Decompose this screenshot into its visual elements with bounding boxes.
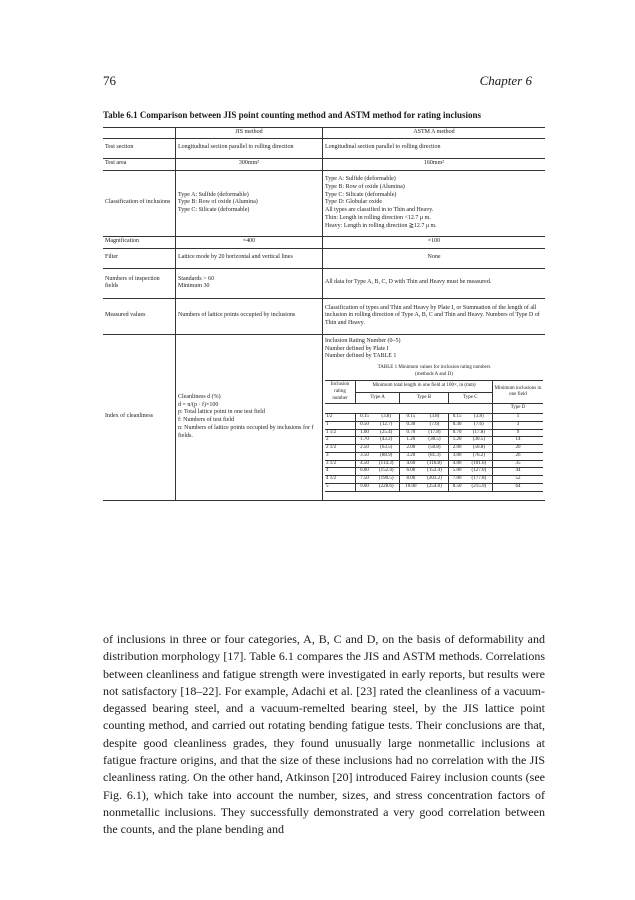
rating-table-cell: (215.9): [466, 483, 493, 491]
rating-table-cell: 10.00: [400, 483, 422, 491]
astm-cell: [323, 334, 546, 500]
rating-table-cell: (3.8): [466, 414, 493, 422]
jis-cell: ×400: [176, 236, 323, 248]
rating-table-cell: 4.00: [448, 460, 466, 468]
inner-header-type-a: Type A: [356, 392, 400, 404]
rating-table-cell: (7.6): [466, 421, 493, 429]
rating-table-cell: 0.50: [356, 421, 374, 429]
rating-table-cell: (12.7): [373, 421, 400, 429]
rating-table: [325, 380, 543, 492]
rating-table-cell: 1.20: [400, 437, 422, 445]
rating-table-cell: 2.50: [356, 445, 374, 453]
rating-table-cell: (25.4): [373, 429, 400, 437]
rating-table-cell: (254.0): [421, 483, 448, 491]
rating-table-cell: (17.8): [421, 429, 448, 437]
rating-table-cell: 0.70: [448, 429, 466, 437]
table-row: [103, 158, 545, 170]
astm-index-notes: Inclusion Rating Number (0–5) Number defined by Plate I Number defined by TABLE 1: [325, 337, 401, 360]
rating-table-cell: 8.00: [400, 476, 422, 484]
rating-table-cell: 3.00: [448, 452, 466, 460]
rating-table-cell: 1/2: [325, 414, 356, 422]
rating-table-cell: 2.00: [400, 445, 422, 453]
rating-table-row: [325, 460, 543, 468]
rating-table-cell: (114.3): [373, 460, 400, 468]
row-label: Index of cleanliness: [103, 334, 176, 500]
page-number: 76: [103, 73, 116, 88]
rating-table-row: [325, 445, 543, 453]
rating-table-row: [325, 468, 543, 476]
rating-table-cell: 6.00: [400, 468, 422, 476]
rating-table-cell: (63.5): [373, 445, 400, 453]
table-row: [103, 170, 545, 236]
rating-table-cell: (203.2): [421, 476, 448, 484]
table-row: [103, 138, 545, 158]
rating-table-cell: (43.2): [373, 437, 400, 445]
row-label: Magnification: [103, 236, 176, 248]
rating-table-row: [325, 429, 543, 437]
rating-table-row: [325, 452, 543, 460]
rating-table-cell: 3.20: [400, 452, 422, 460]
rating-table-cell: 9: [493, 429, 544, 437]
header-jis: JIS method: [176, 128, 323, 139]
rating-table-cell: 52: [493, 476, 544, 484]
rating-table-cell: 4 1/2: [325, 476, 356, 484]
body-paragraph: of inclusions in three or four categories, A, B, C and D, on the basis of deformability and distribution morphology [17]. Table 6.1 compares the JIS and ASTM methods. Correlations between cleanliness and fatigue strength were investigated in early reports, but results were not satisfactory [18–22]. For example, Adachi et al. [23] rated the cleanliness of a vacuum-degassed bearing steel, and a vacuum-remelted bearing steel, by the JIS lattice point counting method, and carried out rotating bending fatigue tests. Their conclusions are that, despite good cleanliness grades, they found unusually large nonmetallic inclusions at fatigue fracture origins, and that the size of these inclusions had no correlation with the JIS cleanliness rating. On the other hand, Atkinson [20] introduced Fairey inclusion counts (see Fig. 6.1), which take into account the number, sizes, and stress concentration factors of nonmetallic inclusions. They successfully demonstrated a very good correlation between the counts, and the plane bending and: [103, 632, 545, 837]
row-label: Numbers of inspection fields: [103, 268, 176, 298]
rating-table-cell: (152.4): [373, 468, 400, 476]
rating-table-cell: 0.30: [448, 421, 466, 429]
rating-table-cell: (88.9): [373, 452, 400, 460]
row-label: Filter: [103, 248, 176, 268]
rating-table-cell: (228.6): [373, 483, 400, 491]
row-label: Classification of inclusions: [103, 170, 176, 236]
rating-table-cell: (152.4): [421, 468, 448, 476]
rating-table-cell: (30.5): [466, 437, 493, 445]
rating-table-cell: (3.8): [373, 414, 400, 422]
rating-table-cell: 8.50: [448, 483, 466, 491]
rating-table-cell: 9.00: [356, 483, 374, 491]
jis-cell: Numbers of lattice points occupied by inclusions: [176, 298, 323, 334]
rating-table-cell: (50.8): [421, 445, 448, 453]
astm-cell: All data for Type A, B, C, D with Thin and Heavy must be measured.: [323, 268, 546, 298]
table-row: [103, 298, 545, 334]
table-row: [103, 248, 545, 268]
inner-header-min-inclusions: Minimum inclusions in one field: [493, 381, 544, 404]
astm-cell: Longitudinal section parallel to rolling direction: [323, 138, 546, 158]
jis-cell: Lattice mode by 20 horizontal and vertical lines: [176, 248, 323, 268]
rating-table-cell: (190.5): [373, 476, 400, 484]
row-label: Test section: [103, 138, 176, 158]
rating-table-cell: 0.70: [400, 429, 422, 437]
rating-table-cell: (116.8): [421, 460, 448, 468]
rating-table-cell: (7.6): [421, 421, 448, 429]
rating-table-cell: 26: [493, 452, 544, 460]
rating-table-cell: 1: [325, 421, 356, 429]
rating-table-row: [325, 421, 543, 429]
rating-table-row: [325, 483, 543, 491]
table-row: [103, 334, 545, 500]
rating-table-cell: 0.30: [400, 421, 422, 429]
rating-table-row: [325, 476, 543, 484]
table-row: [103, 268, 545, 298]
jis-cell: 300mm²: [176, 158, 323, 170]
rating-table-row: [325, 437, 543, 445]
rating-table-cell: 2: [325, 437, 356, 445]
row-label: Measured values: [103, 298, 176, 334]
rating-table-cell: 3.50: [356, 452, 374, 460]
rating-table-cell: 2 1/2: [325, 445, 356, 453]
rating-table-cell: (81.3): [421, 452, 448, 460]
rating-table-cell: (127.0): [466, 468, 493, 476]
jis-cell: Longitudinal section parallel to rolling direction: [176, 138, 323, 158]
rating-table-cell: 1.00: [356, 429, 374, 437]
inner-header-length: Minimum total length in one field at 100×, in (mm): [356, 381, 493, 393]
table-header-row: [103, 128, 545, 139]
rating-table-cell: (101.6): [466, 460, 493, 468]
rating-table-cell: 1.70: [356, 437, 374, 445]
comparison-table: [103, 127, 545, 617]
inner-header-type-b: Type B: [400, 392, 448, 404]
rating-table-cell: 64: [493, 483, 544, 491]
rating-table-cell: 2.00: [448, 445, 466, 453]
rating-table-cell: (50.8): [466, 445, 493, 453]
rating-table-cell: 4.50: [356, 460, 374, 468]
rating-table-cell: 4.60: [400, 460, 422, 468]
rating-table-cell: 3 1/2: [325, 460, 356, 468]
rating-table-cell: (177.8): [466, 476, 493, 484]
astm-cell: None: [323, 248, 546, 268]
rating-table-cell: (76.2): [466, 452, 493, 460]
table-row: [103, 236, 545, 248]
rating-table-cell: 0.15: [400, 414, 422, 422]
inner-header-type-d: Type D: [493, 404, 544, 414]
rating-table-cell: 5.00: [448, 468, 466, 476]
rating-table-cell: 3: [325, 452, 356, 460]
astm-cell: Type A: Sulfide (deformable) Type B: Row of oxide (Alumina) Type C: Silicate (deformable) Type D: Globular oxide All types are classified in to Thin and Heavy. Thin: Length in rolling direction <12.7 μ m. Heavy: Length in rolling direction ≧12.7 μ m.: [323, 170, 546, 236]
inner-table-title: TABLE 1 Minimum values for inclusion rating numbers: [377, 365, 491, 371]
jis-cell: Cleanliness d (%) d = n/(p · f)×100 p: Total lattice point in one test field f: Numbers of test field n: Numbers of lattice points occupied by inclusions for f fields.: [176, 334, 323, 500]
rating-table-cell: 6.00: [356, 468, 374, 476]
rating-table-cell: 1: [493, 414, 544, 422]
rating-table-row: [325, 414, 543, 422]
rating-table-cell: 14: [493, 437, 544, 445]
rating-table-cell: 0.15: [356, 414, 374, 422]
rating-table-cell: 7.00: [448, 476, 466, 484]
header-empty-cell: [103, 128, 176, 139]
inner-header-type-c: Type C: [448, 392, 492, 404]
jis-cell: Standards > 60 Minimum 30: [176, 268, 323, 298]
rating-table-cell: 1.20: [448, 437, 466, 445]
rating-table-cell: 1 1/2: [325, 429, 356, 437]
rating-table-cell: 44: [493, 468, 544, 476]
jis-cell: Type A: Sulfide (deformable) Type B: Row of oxide (Alumina) Type C: Silicate (deformable): [176, 170, 323, 236]
rating-table-cell: 35: [493, 460, 544, 468]
rating-table-cell: (17.8): [466, 429, 493, 437]
table-caption: Table 6.1 Comparison between JIS point counting method and ASTM method for rating inclusions: [103, 110, 482, 120]
rating-table-cell: 5: [325, 483, 356, 491]
rating-table-cell: (3.8): [421, 414, 448, 422]
astm-cell: Classification of types and Thin and Heavy by Plate I, or Summation of the length of all inclusion in rolling direction of Type A, B, C and Thin and Heavy. Numbers of Type D of Thin and Heavy.: [323, 298, 546, 334]
row-label: Test area: [103, 158, 176, 170]
astm-cell: 160mm²: [323, 158, 546, 170]
header-astm: ASTM A method: [323, 128, 546, 139]
chapter-label: Chapter 6: [479, 73, 532, 88]
rating-table-cell: 0.15: [448, 414, 466, 422]
rating-table-cell: 20: [493, 445, 544, 453]
rating-table-cell: 7.50: [356, 476, 374, 484]
inner-header-rating: Inclusion rating number: [325, 381, 356, 404]
inner-table-subtitle: (methods A and D): [415, 371, 453, 377]
rating-table-cell: (30.5): [421, 437, 448, 445]
astm-cell: ×100: [323, 236, 546, 248]
rating-table-cell: 4: [325, 468, 356, 476]
rating-table-cell: 3: [493, 421, 544, 429]
